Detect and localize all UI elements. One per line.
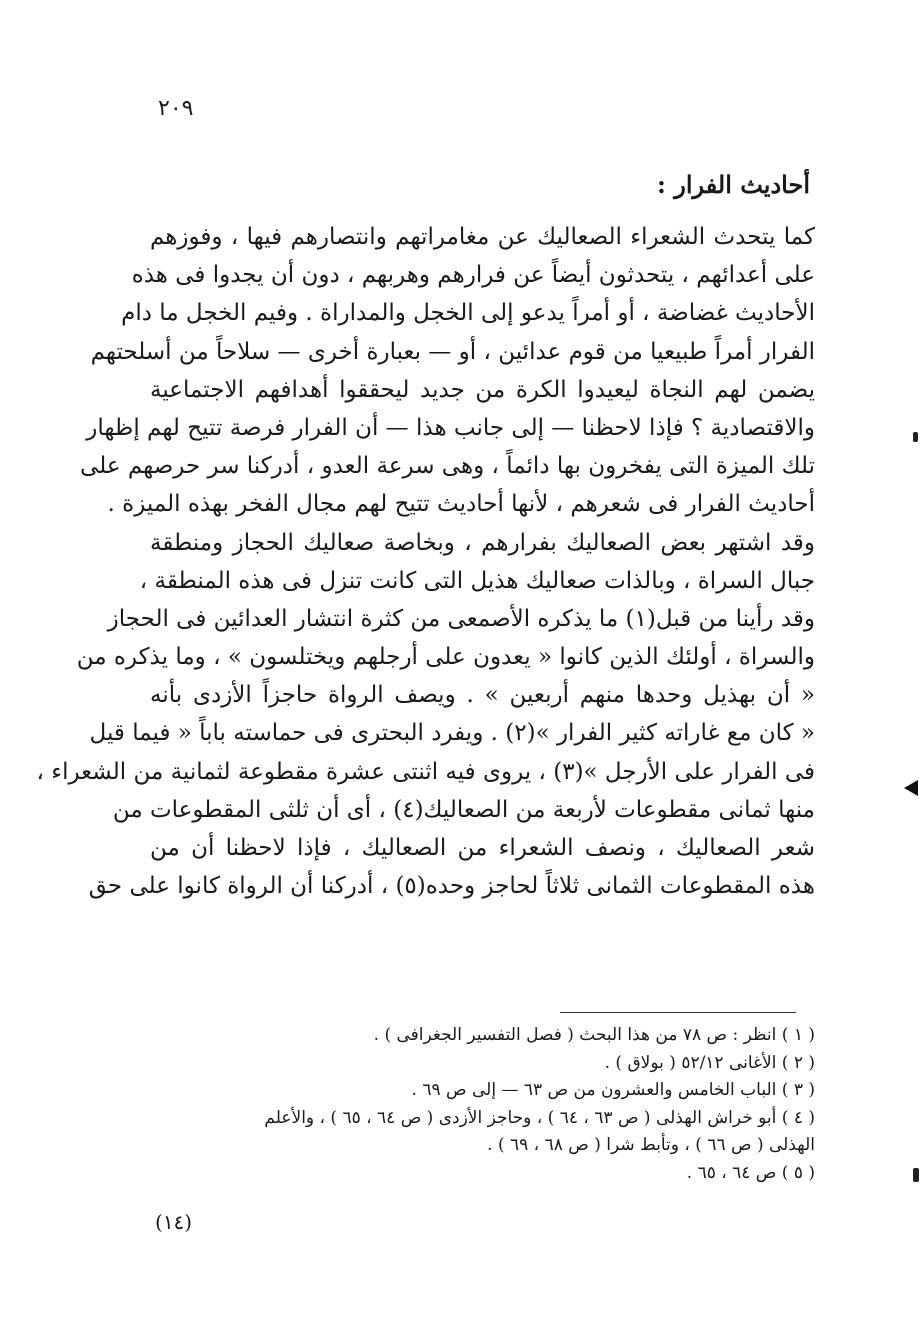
footnote-divider <box>560 1012 796 1013</box>
edge-mark <box>913 432 918 442</box>
footnote: الهذلى ( ص ٦٦ ) ، وتأبط شرا ( ص ٦٨ ، ٦٩ ) . <box>487 1135 815 1155</box>
body-line: الفرار أمراً طبيعيا من قوم عدائين ، أو — بعبارة أخرى — سلاحاً من أسلحتهم <box>90 338 815 365</box>
footnotes <box>150 1022 815 1187</box>
footnote: ( ٣ ) الباب الخامس والعشرون من ص ٦٣ — إلى ص ٦٩ . <box>411 1080 815 1100</box>
body-line: « أن بهذيل وحدها منهم أربعين » . ويصف الرواة حاجزاً الأزدى بأنه <box>150 682 815 709</box>
body-line: والاقتصادية ؟ فإذا لاحظنا — إلى جانب هذا — أن الفرار فرصة تتيح لهم إظهار <box>86 414 815 441</box>
body-line: والسراة ، أولئك الذين كانوا « يعدون على أرجلهم ويختلسون » ، وما يذكره من <box>76 644 815 671</box>
body-line: منها ثمانى مقطوعات لأربعة من الصعاليك(٤) ، أى أن ثلثى المقطوعات من <box>112 796 815 823</box>
body-line: أحاديث الفرار فى شعرهم ، لأنها أحاديث تتيح لهم مجال الفخر بهذه الميزة . <box>107 491 815 518</box>
body-line: هذه المقطوعات الثمانى ثلاثاً لحاجز وحده(٥) ، أدركنا أن الرواة كانوا على حق <box>88 873 815 900</box>
footnote: ( ١ ) انظر : ص ٧٨ من هذا البحث ( فصل التفسير الجغرافى ) . <box>373 1025 815 1045</box>
edge-mark <box>913 1168 919 1182</box>
body-line: كما يتحدث الشعراء الصعاليك عن مغامراتهم وانتصارهم فيها ، وفوزهم <box>150 224 815 250</box>
edge-mark <box>904 780 918 796</box>
body-line: تلك الميزة التى يفخرون بها دائماً ، وهى سرعة العدو ، أدركنا سر حرصهم على <box>80 453 815 480</box>
body-line: شعر الصعاليك ، ونصف الشعراء من الصعاليك ، فإذا لاحظنا أن من <box>150 835 815 861</box>
body-line: فى الفرار على الأرجل »(٣) ، يروى فيه اثنتى عشرة مقطوعة لثمانية من الشعراء ، <box>36 758 815 785</box>
page-number: ٢٠٩ <box>158 96 194 121</box>
body-line: وقد اشتهر بعض الصعاليك بفرارهم ، وبخاصة صعاليك الحجاز ومنطقة <box>150 529 815 556</box>
body-line: جبال السراة ، وبالذات صعاليك هذيل التى كانت تنزل فى هذه المنطقة ، <box>139 567 815 594</box>
footnote: ( ٢ ) الأغانى ٥٢/١٢ ( بولاق ) . <box>604 1052 815 1073</box>
footnote: ( ٥ ) ص ٦٤ ، ٦٥ . <box>686 1162 815 1183</box>
footnote: ( ٤ ) أبو خراش الهذلى ( ص ٦٣ ، ٦٤ ) ، وحاجز الأزدى ( ص ٦٤ ، ٦٥ ) ، والأعلم <box>264 1107 815 1128</box>
body-text <box>36 218 815 905</box>
body-line: وقد رأينا من قبل(١) ما يذكره الأصمعى من كثرة انتشار العدائين فى الحجاز <box>107 605 815 632</box>
body-line: على أعدائهم ، يتحدثون أيضاً عن فرارهم وهربهم ، دون أن يجدوا فى هذه <box>131 262 815 289</box>
section-heading: أحاديث الفرار : <box>657 170 810 199</box>
signature-mark: (١٤) <box>155 1210 193 1234</box>
body-line: الأحاديث غضاضة ، أو أمراً يدعو إلى الخجل والمداراة . وفيم الخجل ما دام <box>121 300 815 327</box>
body-line: « كان مع غاراته كثير الفرار »(٢) . ويفرد البحترى فى حماسته باباً « فيما قيل <box>89 720 815 747</box>
body-line: يضمن لهم النجاة ليعيدوا الكرة من جديد ليحققوا أهدافهم الاجتماعية <box>150 376 815 403</box>
